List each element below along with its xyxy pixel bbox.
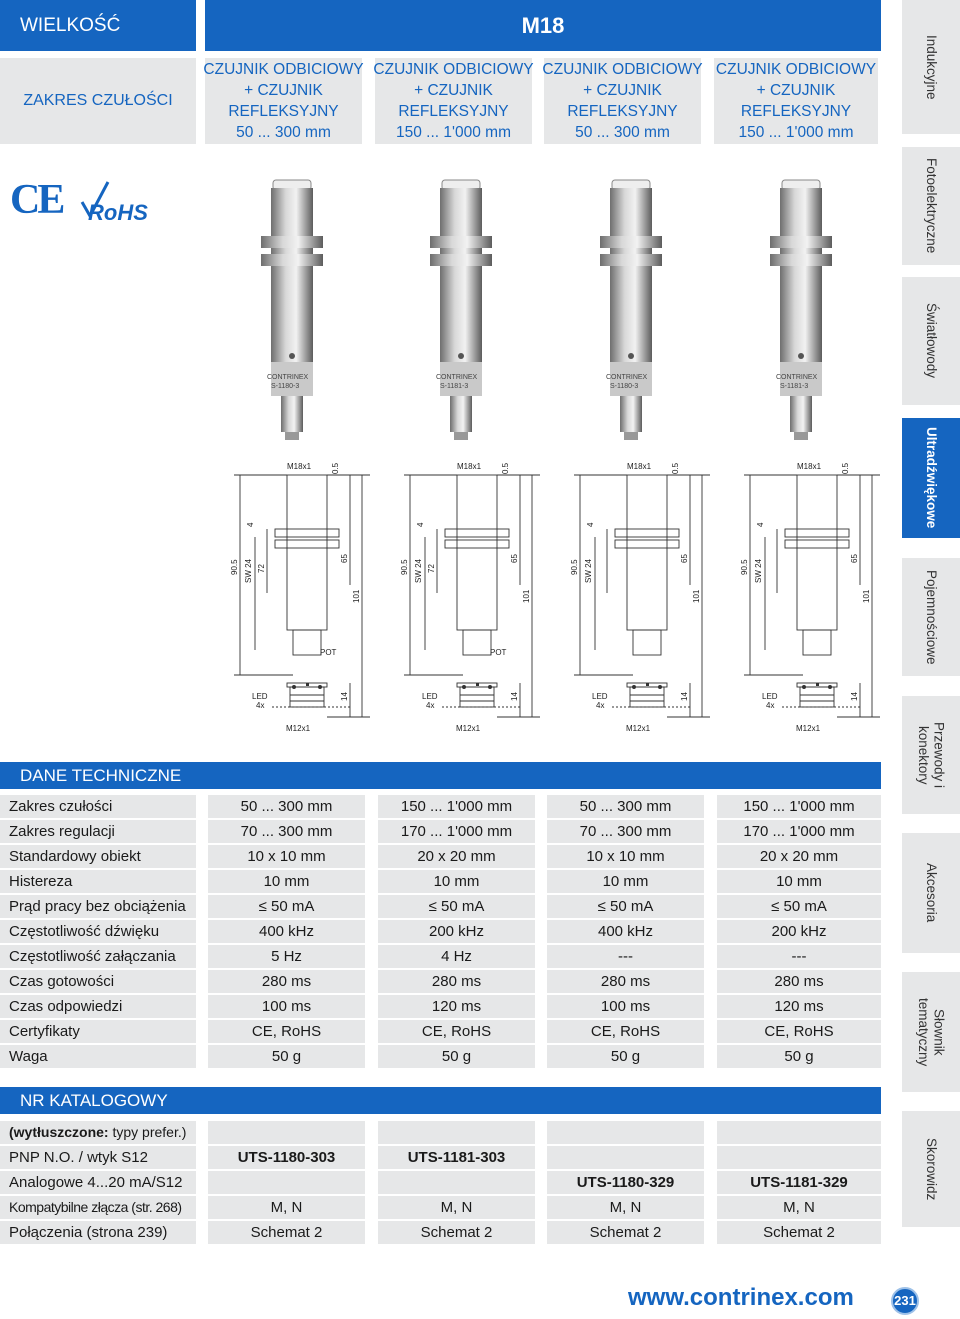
column-header-line: CZUJNIK ODBICIOWY xyxy=(715,61,877,78)
side-tab[interactable] xyxy=(902,972,960,1092)
column-header-line: 50 ... 300 mm xyxy=(575,124,670,141)
tech-row-label: Zakres regulacji xyxy=(0,820,196,843)
tech-row-value: 50 ... 300 mm xyxy=(208,795,365,818)
side-tab-label: Słownik tematyczny xyxy=(916,997,947,1067)
tech-row-value: 10 x 10 mm xyxy=(547,845,704,868)
section-header xyxy=(0,0,196,51)
tech-row-value: 150 ... 1'000 mm xyxy=(378,795,535,818)
dimension-drawing xyxy=(550,455,710,740)
tech-row-value: 70 ... 300 mm xyxy=(547,820,704,843)
dim-label: SW 24 xyxy=(244,558,253,583)
sensor-code: S-1180-3 xyxy=(271,383,300,390)
sensor-brand: CONTRINEX xyxy=(436,374,478,381)
column-header-line: REFLEKSYJNY xyxy=(398,103,509,120)
catalog-row-value xyxy=(717,1146,881,1169)
column-header-3 xyxy=(544,58,701,144)
catalog-row-value: M, N xyxy=(208,1196,365,1219)
side-tab[interactable] xyxy=(902,0,960,134)
thread-bottom-label: M12x1 xyxy=(626,724,651,733)
side-tab-label: Fotoelektryczne xyxy=(923,158,939,254)
column-header-line: + CZUJNIK xyxy=(244,82,323,99)
dim-label: 65 xyxy=(850,554,859,563)
catalog-row-value: Schemat 2 xyxy=(208,1221,365,1244)
tech-row-value: 20 x 20 mm xyxy=(717,845,881,868)
column-header-1 xyxy=(205,58,362,144)
tech-row-value: 280 ms xyxy=(717,970,881,993)
dim-label: 0.5 xyxy=(841,462,850,474)
side-tab[interactable] xyxy=(902,147,960,265)
tech-row-value: 5 Hz xyxy=(208,945,365,968)
side-tab[interactable] xyxy=(902,277,960,405)
catalog-row-value: M, N xyxy=(547,1196,704,1219)
led-label: LED xyxy=(762,692,778,701)
catalog-row-value: UTS-1180-329 xyxy=(547,1171,704,1194)
tech-row-value: ≤ 50 mA xyxy=(378,895,535,918)
tech-row-value: ≤ 50 mA xyxy=(717,895,881,918)
thread-bottom-label: M12x1 xyxy=(796,724,821,733)
dim-label: 90.5 xyxy=(400,559,409,575)
sensor-image xyxy=(426,178,496,440)
tech-row-label: Częstotliwość załączania xyxy=(0,945,196,968)
column-header-line: 150 ... 1'000 mm xyxy=(396,124,511,141)
thread-bottom-label: M12x1 xyxy=(286,724,311,733)
dim-label: 4 xyxy=(586,522,595,527)
tech-row-value: CE, RoHS xyxy=(547,1020,704,1043)
catalog-row-label: Kompatybilne złącza (str. 268) xyxy=(0,1196,196,1219)
dim-label: 90.5 xyxy=(230,559,239,575)
led-label: LED xyxy=(422,692,438,701)
tech-row-value: 70 ... 300 mm xyxy=(208,820,365,843)
dim-label: 4 xyxy=(416,522,425,527)
tech-row-value: 150 ... 1'000 mm xyxy=(717,795,881,818)
catalog-row-label: Analogowe 4...20 mA/S12 xyxy=(0,1171,196,1194)
side-tab[interactable] xyxy=(902,833,960,953)
led-count-label: 4x xyxy=(256,701,265,710)
tech-row-value: CE, RoHS xyxy=(378,1020,535,1043)
tech-row-value: 200 kHz xyxy=(378,920,535,943)
column-header-line: 50 ... 300 mm xyxy=(236,124,331,141)
dim-label: 65 xyxy=(680,554,689,563)
dim-label: 0.5 xyxy=(331,462,340,474)
dim-label: 101 xyxy=(862,589,871,603)
tech-row-value: 10 mm xyxy=(547,870,704,893)
dim-label: 101 xyxy=(522,589,531,603)
tech-row-value: 120 ms xyxy=(378,995,535,1018)
tech-row-value: 120 ms xyxy=(717,995,881,1018)
dim-label: 14 xyxy=(850,692,859,701)
tech-row-value: CE, RoHS xyxy=(208,1020,365,1043)
catalog-row-value: UTS-1181-329 xyxy=(717,1171,881,1194)
dim-label: 0.5 xyxy=(671,462,680,474)
dim-label: 14 xyxy=(340,692,349,701)
size-title: M18 xyxy=(521,12,565,38)
led-label: LED xyxy=(252,692,268,701)
tech-row-value: 50 g xyxy=(208,1045,365,1068)
column-header-2 xyxy=(375,58,532,144)
page-number-badge xyxy=(891,1287,919,1315)
led-count-label: 4x xyxy=(766,701,775,710)
side-tab-label: Pojemnościowe xyxy=(923,569,939,665)
pot-label: POT xyxy=(490,648,507,657)
tech-row-value: CE, RoHS xyxy=(717,1020,881,1043)
side-tab-label: Ultradźwiękowe xyxy=(923,427,939,529)
tech-row-label: Częstotliwość dźwięku xyxy=(0,920,196,943)
column-header-line: REFLEKSYJNY xyxy=(740,103,852,120)
tech-row-value: 280 ms xyxy=(547,970,704,993)
tech-row-label: Czas gotowości xyxy=(0,970,196,993)
column-header-line: + CZUJNIK xyxy=(583,82,662,99)
tech-row-value: 50 g xyxy=(717,1045,881,1068)
tech-row-value: 170 ... 1'000 mm xyxy=(378,820,535,843)
column-header-line: CZUJNIK ODBICIOWY xyxy=(203,61,364,78)
led-count-label: 4x xyxy=(596,701,605,710)
tech-row-value: 100 ms xyxy=(547,995,704,1018)
tech-row-value: 280 ms xyxy=(208,970,365,993)
sensor-image xyxy=(766,178,836,440)
dim-label: SW 24 xyxy=(414,558,423,583)
sensor-brand: CONTRINEX xyxy=(776,374,818,381)
led-label: LED xyxy=(592,692,608,701)
column-header-line: 150 ... 1'000 mm xyxy=(738,124,854,141)
size-header xyxy=(205,0,881,51)
ce-mark: CE xyxy=(10,177,63,223)
sensor-photo xyxy=(426,178,496,440)
column-header-line: REFLEKSYJNY xyxy=(567,103,678,120)
side-tab-label: Światłowody xyxy=(923,303,939,379)
column-header-line: CZUJNIK ODBICIOWY xyxy=(373,61,534,78)
tech-row-value: 10 mm xyxy=(378,870,535,893)
catalog-row-label: PNP N.O. / wtyk S12 xyxy=(0,1146,196,1169)
catalog-row-value: Schemat 2 xyxy=(547,1221,704,1244)
dim-label: SW 24 xyxy=(754,558,763,583)
section-title: WIELKOŚĆ xyxy=(20,14,121,36)
side-tab[interactable] xyxy=(902,1111,960,1227)
sensor-image xyxy=(596,178,666,440)
tech-row-value: 280 ms xyxy=(378,970,535,993)
column-header-4 xyxy=(714,58,878,144)
dim-label: 14 xyxy=(680,692,689,701)
dim-label: 0.5 xyxy=(501,462,510,474)
pot-label: POT xyxy=(320,648,337,657)
thread-top-label: M18x1 xyxy=(457,462,482,471)
tech-row-value: 400 kHz xyxy=(547,920,704,943)
tech-row-value: 170 ... 1'000 mm xyxy=(717,820,881,843)
thread-bottom-label: M12x1 xyxy=(456,724,481,733)
catalog-row-value: M, N xyxy=(378,1196,535,1219)
dim-label: 90.5 xyxy=(570,559,579,575)
side-tab[interactable] xyxy=(902,558,960,676)
sensor-code: S-1180-3 xyxy=(610,383,639,390)
tech-row-value: 10 x 10 mm xyxy=(208,845,365,868)
tech-row-value: 10 mm xyxy=(208,870,365,893)
dim-label: 14 xyxy=(510,692,519,701)
tech-row-value: 50 ... 300 mm xyxy=(547,795,704,818)
range-label-cell xyxy=(0,58,196,144)
catalog-title: NR KATALOGOWY xyxy=(20,1091,168,1110)
catalog-row-value: M, N xyxy=(717,1196,881,1219)
tech-row-label: Standardowy obiekt xyxy=(0,845,196,868)
tech-row-value: 100 ms xyxy=(208,995,365,1018)
sensor-photo xyxy=(596,178,666,440)
thread-top-label: M18x1 xyxy=(627,462,652,471)
tech-row-label: Zakres czułości xyxy=(0,795,196,818)
side-tab[interactable] xyxy=(902,418,960,538)
sensor-photo xyxy=(766,178,836,440)
dim-label: SW 24 xyxy=(584,558,593,583)
tech-row-value: --- xyxy=(717,945,881,968)
catalog-row-value xyxy=(547,1146,704,1169)
side-tab-label: Przewody i konektory xyxy=(916,721,947,789)
dimension-drawing xyxy=(210,455,370,740)
dim-label: 90.5 xyxy=(740,559,749,575)
tech-row-value: 4 Hz xyxy=(378,945,535,968)
sensor-code: S-1181-3 xyxy=(780,383,809,390)
thread-top-label: M18x1 xyxy=(797,462,822,471)
tech-row-value: 50 g xyxy=(378,1045,535,1068)
tech-title: DANE TECHNICZNE xyxy=(20,766,182,785)
tech-row-label: Prąd pracy bez obciążenia xyxy=(0,895,196,918)
tech-row-value: 10 mm xyxy=(717,870,881,893)
dim-label: 72 xyxy=(257,564,266,573)
column-header-line: + CZUJNIK xyxy=(756,82,836,99)
dim-label: 65 xyxy=(510,554,519,563)
side-tab[interactable] xyxy=(902,696,960,814)
dim-label: 101 xyxy=(692,589,701,603)
dimension-drawing xyxy=(380,455,540,740)
sensor-image xyxy=(257,178,327,440)
page-number: 231 xyxy=(894,1293,916,1308)
sensor-photo xyxy=(257,178,327,440)
dim-label: 72 xyxy=(427,564,436,573)
catalog-row-value: Schemat 2 xyxy=(717,1221,881,1244)
dim-label: 101 xyxy=(352,589,361,603)
tech-row-value: ≤ 50 mA xyxy=(547,895,704,918)
tech-header xyxy=(0,762,881,789)
catalog-row-value: UTS-1181-303 xyxy=(378,1146,535,1169)
catalog-note: (wytłuszczone: typy prefer.) xyxy=(0,1121,196,1144)
dimension-drawing xyxy=(720,455,880,740)
tech-row-value: 20 x 20 mm xyxy=(378,845,535,868)
footer-url[interactable]: www.contrinex.com xyxy=(628,1284,854,1311)
dim-label: 4 xyxy=(246,522,255,527)
led-count-label: 4x xyxy=(426,701,435,710)
tech-row-value: 200 kHz xyxy=(717,920,881,943)
tech-row-label: Histereza xyxy=(0,870,196,893)
tech-row-label: Certyfikaty xyxy=(0,1020,196,1043)
tech-row-value: 50 g xyxy=(547,1045,704,1068)
sensor-code: S-1181-3 xyxy=(440,383,469,390)
catalog-row-label: Połączenia (strona 239) xyxy=(0,1221,196,1244)
range-label: ZAKRES CZUŁOŚCI xyxy=(23,92,173,109)
tech-row-value: ≤ 50 mA xyxy=(208,895,365,918)
catalog-header xyxy=(0,1087,881,1114)
column-header-line: CZUJNIK ODBICIOWY xyxy=(542,61,703,78)
thread-top-label: M18x1 xyxy=(287,462,312,471)
tech-row-value: --- xyxy=(547,945,704,968)
catalog-row-value: Schemat 2 xyxy=(378,1221,535,1244)
tech-row-label: Czas odpowiedzi xyxy=(0,995,196,1018)
side-tab-label: Akcesoria xyxy=(923,863,939,923)
tech-row-label: Waga xyxy=(0,1045,196,1068)
sensor-brand: CONTRINEX xyxy=(606,374,648,381)
column-header-line: REFLEKSYJNY xyxy=(228,103,339,120)
sensor-brand: CONTRINEX xyxy=(267,374,309,381)
dim-label: 65 xyxy=(340,554,349,563)
side-tab-label: Indukcyjne xyxy=(923,34,939,100)
catalog-row-value xyxy=(208,1171,365,1194)
catalog-row-value xyxy=(378,1171,535,1194)
dim-label: 4 xyxy=(756,522,765,527)
rohs-mark: RoHS xyxy=(78,178,140,226)
side-tab-label: Skorowidz xyxy=(923,1137,939,1201)
catalog-row-value: UTS-1180-303 xyxy=(208,1146,365,1169)
tech-row-value: 400 kHz xyxy=(208,920,365,943)
column-header-line: + CZUJNIK xyxy=(414,82,493,99)
